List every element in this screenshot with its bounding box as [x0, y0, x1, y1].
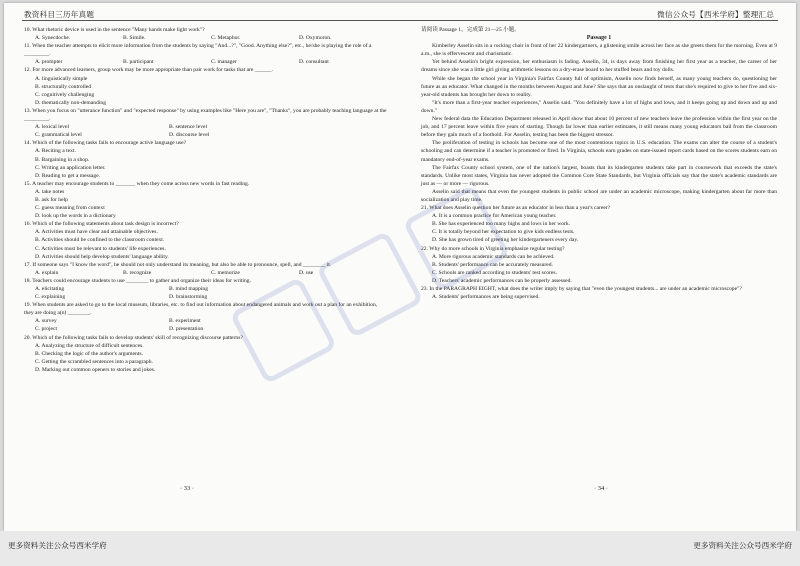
question — [24, 180, 387, 220]
question-stem: 23. In the PARAGRAPH EIGHT, what does the writer imply by saying that "even the youngest students... are under an academic microscope"? — [421, 286, 742, 292]
answer-option[interactable]: C. project — [35, 326, 58, 333]
answer-option[interactable]: B. Students' performance can be accurately measured. — [432, 261, 553, 268]
question-stem: 19. When students are asked to go to the local museum, libraries, etc. to find out information about endangered animals and work out a plan for an exhibition, they are doing a(n) ________. — [24, 302, 378, 317]
question-stem: 13. When you focus on "utterance function" and "expected response" by using examples like "Here you are", "Thanks", you are probably teaching language at the _________. — [24, 107, 387, 123]
answer-options — [24, 34, 387, 42]
header-left: 教资科目三历年真题 — [24, 10, 95, 19]
answer-option[interactable]: D. Reading to get a message. — [35, 172, 101, 179]
answer-options — [24, 342, 387, 374]
answer-option[interactable]: C. manager — [211, 59, 237, 66]
answer-option[interactable]: A. explain — [35, 269, 59, 276]
passage-body — [421, 42, 777, 204]
answer-option[interactable]: A. Reciting a text. — [35, 148, 76, 155]
answer-option[interactable]: A. survey — [35, 318, 57, 325]
answer-option[interactable]: C. cognitively challenging — [35, 91, 95, 98]
answer-option[interactable]: B. Bargaining in a shop. — [35, 156, 90, 163]
answer-option[interactable]: B. She has experienced too many highs and lows in her work. — [432, 221, 571, 228]
question — [421, 245, 777, 285]
answer-option[interactable]: C. Activities must be relevant to students' life experiences. — [35, 245, 166, 252]
answer-option[interactable]: B. structurally controlled — [35, 83, 92, 90]
question-stem: 11. When the teacher attempts to elicit more information from the students by saying "And...?", "Good. Anything else?", etc., he/she is playing the role of a _________. — [24, 43, 372, 58]
question-stem: 20. Which of the following tasks fails to develop students' skill of recognizing discourse patterns? — [24, 334, 243, 341]
answer-option[interactable]: B. Simile. — [123, 35, 146, 42]
answer-option[interactable]: A. linguistically simple — [35, 75, 88, 82]
answer-option[interactable]: D. thematically non-demanding — [35, 99, 106, 106]
answer-option[interactable]: A. Students' performances are being supervised. — [432, 294, 540, 301]
answer-option[interactable]: A. prompter — [35, 59, 63, 66]
answer-option[interactable]: A. elicitating — [35, 286, 65, 292]
passage-paragraph: Kimberley Asselin sits in a rocking chair in front of her 22 kindergartners, a glistening smile across her face as she greets them for the morning. Even at 9 a.m., she is effervescent and charismatic. — [421, 43, 777, 58]
answer-option[interactable]: C. grammatical level — [35, 132, 82, 139]
answer-option[interactable]: B. Activities should be confined to the classroom context. — [35, 237, 165, 244]
passage-paragraph: "It's more than a first-year teacher experiences," Asselin said. "You definitely have a lot of highs and lows, and it keeps going up and down and up and down." — [421, 99, 777, 114]
answer-options — [24, 147, 387, 179]
answer-option[interactable]: B. participant — [123, 59, 154, 66]
answer-options — [24, 123, 387, 139]
answer-option[interactable]: C. Metaphor. — [211, 35, 241, 42]
question-stem: 10. What rhetoric device is used in the sentence "Many hands make light work"? — [24, 27, 205, 33]
question-stem: 16. Which of the following statements about task design is incorrect? — [24, 221, 179, 228]
passage-paragraph: Asselin said that means that even the youngest students in public school are under an academic microscope, making kindergarten about far more than socialization and play time. — [421, 188, 777, 203]
passage-questions — [421, 204, 777, 301]
answer-options — [421, 253, 777, 285]
answer-option[interactable]: A. More rigorous academic standards can be achieved. — [432, 253, 555, 260]
answer-options — [421, 212, 777, 244]
question — [24, 301, 387, 333]
passage-paragraph: The Fairfax County school system, one of the nation's largest, boasts that its kindergarten students take part in coursework that exceeds the state's standards. Unlike most states, Virginia has never adopted the Common Core State Standards, but Virginia officials say that the state's academic standards are just as — or more — rigorous. — [421, 164, 777, 187]
page-number-left: · 33 · — [180, 485, 195, 492]
question — [24, 26, 387, 42]
answer-options — [24, 75, 387, 107]
question — [24, 261, 387, 277]
answer-options — [24, 269, 387, 277]
question — [24, 42, 387, 66]
answer-option[interactable]: D. consultant — [299, 59, 329, 66]
question-stem: 17. If someone says "I know the word", he should not only understand its meaning, but also be able to pronounce, spell, and ________ it. — [24, 261, 332, 268]
answer-option[interactable]: D. discourse level — [169, 132, 210, 139]
answer-options — [24, 58, 387, 66]
passage-paragraph: Yet behind Asselin's bright expression, her enthusiasm is fading. Asselin, 34, is days away from finishing her first year as a teacher, the career of her dreams since she was a little girl giving arithmetic lessons on a dry-erase board to her stuffed bears and toy dolls. — [421, 59, 777, 74]
answer-option[interactable]: A. lexical level — [35, 124, 70, 131]
answer-option[interactable]: C. Writing an application letter. — [35, 164, 106, 171]
answer-options — [24, 317, 387, 333]
page-number-right: · 34 · — [594, 485, 609, 492]
answer-option[interactable]: D. Teachers' academic performances can be properly assessed. — [432, 277, 572, 284]
question-stem: 18. Teachers could encourage students to use ________ to gather and organize their ideas for writing. — [24, 277, 251, 284]
question — [24, 66, 387, 106]
footer-right: 更多资料关注公众号西米学府 — [693, 541, 792, 550]
answer-options — [421, 293, 777, 301]
question-stem: 14. Which of the following tasks fails to encourage active language use? — [24, 140, 187, 147]
answer-option[interactable]: C. Schools are ranked according to students' test scores. — [432, 269, 557, 276]
answer-options — [24, 188, 387, 220]
passage-paragraph: While she began the school year in Virginia's Fairfax County full of optimism, Asselin now finds herself, as many young teachers do, questioning her future as an educator. What changed in the months between August and June? She says that an onslaught of tests that she's required to give to her five and six-year-old students has brought her down to reality. — [421, 75, 777, 98]
answer-option[interactable]: B. mind mapping — [169, 286, 209, 292]
answer-option[interactable]: B. experiment — [169, 318, 201, 325]
answer-option[interactable]: C. Getting the scrambled sentences into a paragraph. — [35, 358, 153, 365]
answer-option[interactable]: D. Activities should help develop students' language ability. — [35, 253, 169, 260]
answer-option[interactable]: D. use — [299, 269, 314, 276]
answer-options — [24, 228, 387, 260]
left-column — [24, 26, 387, 374]
question — [24, 277, 387, 301]
answer-option[interactable]: D. Oxymoron. — [299, 35, 332, 42]
answer-option[interactable]: D. presentation — [169, 326, 204, 333]
passage-paragraph: New federal data the Education Department released in April show that about 10 percent of new teachers leave the profession within the first year on the job, and 17 percent leave within five years of starting. Though far lower than earlier estimates, it still means many young educators bail from the classroom before they gain much of a foothold. For Asselin, testing has been the biggest stressor. — [421, 116, 777, 139]
header-divider — [22, 20, 778, 21]
passage-paragraph: The proliferation of testing in schools has become one of the most contentious topics in U.S. education. The exams can alter the course of a student's schooling and can determine if a teacher is promoted or fired. In Virginia, schools earn grades on state-issued report cards based on the scores students earn on mandatory end-of-year exams. — [421, 140, 777, 163]
answer-option[interactable]: D. brainstorming — [169, 294, 208, 301]
passage-title: Passage 1 — [586, 35, 612, 42]
exam-sheet — [4, 3, 796, 531]
answer-option[interactable]: C. It is totally beyond her expectation to give kids endless tests. — [432, 229, 575, 236]
question — [421, 204, 777, 244]
answer-option[interactable]: B. Checking the logic of the author's arguments. — [35, 350, 143, 357]
footer-left: 更多资料关注公众号西米学府 — [8, 541, 107, 550]
answer-option[interactable]: A. Synecdoche. — [35, 35, 71, 42]
answer-option[interactable]: D. She has grown tired of greeting her kindergarteners every day. — [432, 237, 579, 244]
reading-instruction: 请阅读 Passage 1，完成第 21—25 小题。 — [421, 27, 520, 33]
footer-strip — [0, 531, 800, 566]
question-stem: 21. What does Asselin question her future as an educator in less than a year's career? — [421, 205, 611, 212]
answer-option[interactable]: D. look up the words in a dictionary — [35, 213, 116, 220]
answer-option[interactable]: A. take notes — [35, 188, 65, 195]
answer-option[interactable]: C. guess meaning from context — [35, 205, 105, 212]
answer-option[interactable]: B. sentence level — [169, 124, 208, 131]
question-stem: 22. Why do more schools in Virginia emphasize regular testing? — [421, 245, 565, 252]
question-stem: 12. For more advanced learners, group work may be more appropriate than pair work for tasks that are ______. — [24, 67, 273, 74]
answer-option[interactable]: B. ask for help — [35, 196, 68, 203]
question-stem: 15. A teacher may encourage students to _______ when they come across new words in fast reading. — [24, 180, 250, 187]
answer-option[interactable]: B. recognize — [123, 269, 152, 276]
answer-option[interactable]: A. Analyzing the structure of difficult sentences. — [35, 342, 144, 349]
answer-options — [24, 285, 387, 301]
answer-option[interactable]: D. Marking out common openers to stories and jokes. — [35, 366, 156, 373]
answer-option[interactable]: A. It is a common practice for American young teacher. — [432, 213, 557, 220]
header-right: 微信公众号【西米学府】整理汇总 — [657, 10, 774, 19]
question — [24, 139, 387, 179]
answer-option[interactable]: C. memorize — [211, 269, 240, 276]
question — [24, 107, 387, 139]
question — [24, 220, 387, 260]
answer-option[interactable]: A. Activities must have clear and attainable objectives. — [35, 229, 158, 236]
question — [24, 334, 387, 374]
answer-option[interactable]: C. explaining — [35, 294, 66, 301]
question — [421, 285, 777, 301]
right-column — [421, 26, 777, 301]
